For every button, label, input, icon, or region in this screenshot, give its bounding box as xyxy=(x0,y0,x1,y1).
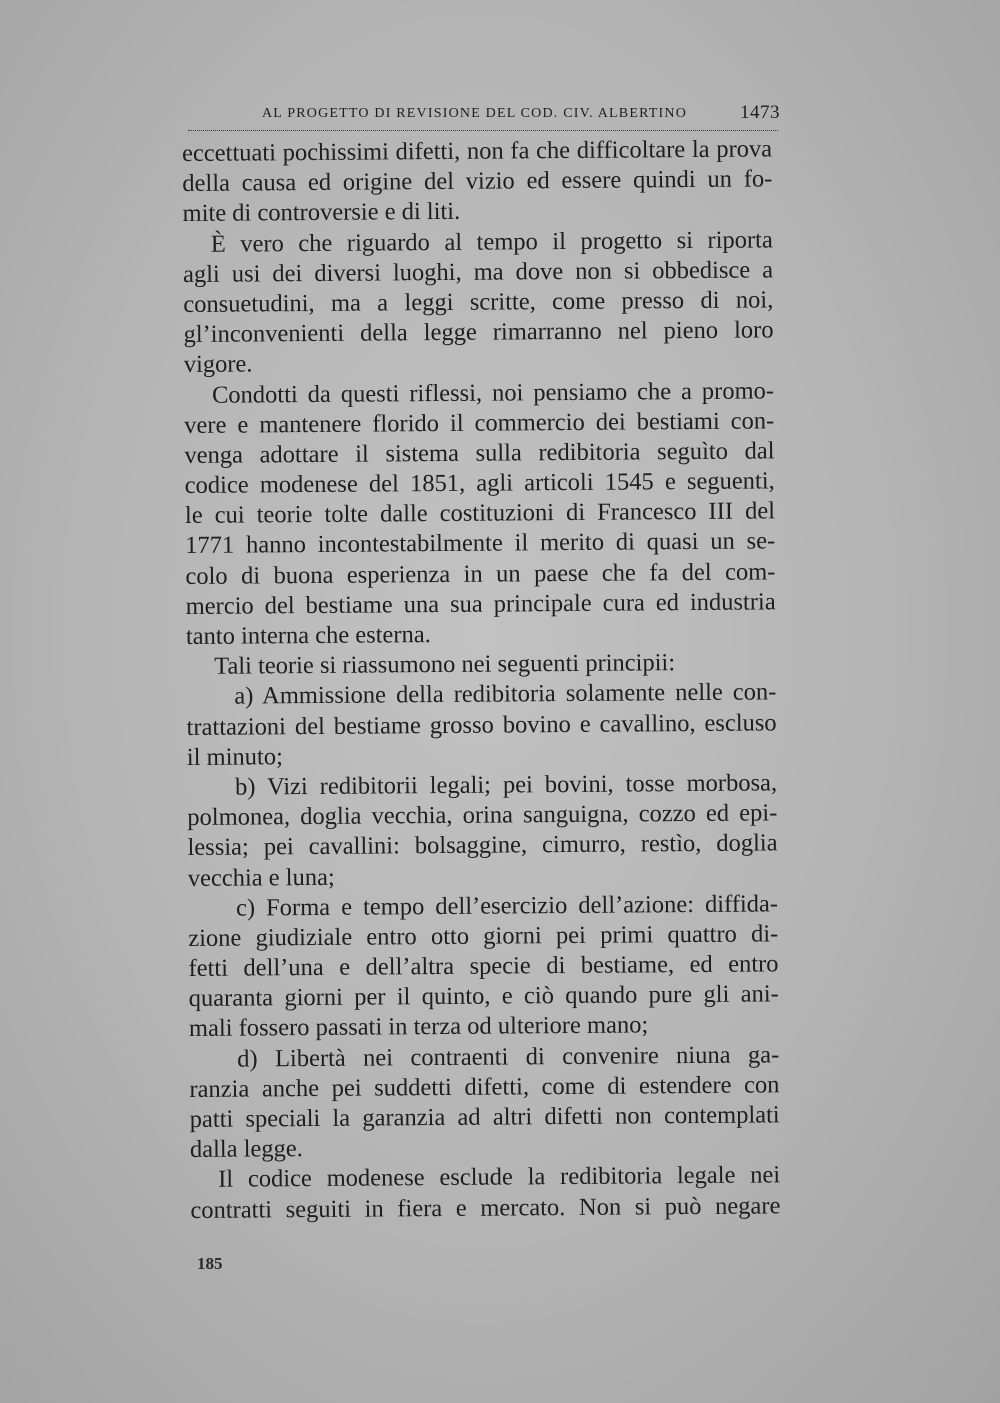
text-line: patti speciali la garanzia ad altri difetti non contemplati xyxy=(189,1101,780,1133)
text-line: È vero che riguardo al tempo il progetto si riporta xyxy=(210,225,773,258)
text-line: zione giudiziale entro otto giorni pei primi quattro di- xyxy=(188,920,779,952)
signature-mark: 185 xyxy=(197,1254,223,1273)
text-line: mite di controversie e di liti. xyxy=(182,198,461,228)
text-line: a) Ammissione della redibitoria solamente nelle con- xyxy=(234,678,777,710)
text-line: della causa ed origine del vizio ed essere quindi un fo- xyxy=(182,165,773,198)
text-line: Il codice modenese esclude la redibitoria legale nei xyxy=(218,1161,781,1194)
text-line: quaranta giorni per il quinto, e ciò quando pure gli ani- xyxy=(188,980,779,1013)
text-line: Tali teorie si riassumono nei seguenti principii: xyxy=(214,649,676,680)
text-line: agli usi dei diversi luoghi, ma dove non si obbedisce a xyxy=(182,256,774,288)
text-line: 1771 hanno incontestabilmente il merito di quasi un se- xyxy=(185,527,776,560)
text-line: b) Vizi redibitorii legali; pei bovini, tosse morbosa, xyxy=(234,769,778,801)
text-line: venga adottare il sistema sulla redibitoria seguìto dal xyxy=(184,437,775,469)
text-line: dalla legge. xyxy=(189,1135,303,1164)
text-line: contratti seguiti in fiera e mercato. Non si può negare xyxy=(190,1191,781,1224)
text-line: consuetudini, ma a leggi scritte, come presso di noi, xyxy=(183,286,774,318)
text-line: ranzia anche pei suddetti difetti, come di estendere con xyxy=(189,1071,780,1103)
text-line: il minuto; xyxy=(186,742,283,771)
text-line: vecchia e luna; xyxy=(187,863,335,892)
body-text xyxy=(182,134,791,1225)
text-line: mercio del bestiame una sua principale cura ed industria xyxy=(185,588,776,620)
text-line: fetti dell’una e dell’altra specie di bestiame, ed entro xyxy=(188,950,779,983)
text-line: c) Forma e tempo dell’esercizio dell’azione: diffida- xyxy=(235,890,779,922)
text-line: vere e mantenere florido il commercio dei bestiami con- xyxy=(184,407,775,439)
text-line: eccettuati pochissimi difetti, non fa che difficoltare la prova xyxy=(182,135,773,167)
text-line: lessia; pei cavallini: bolsaggine, cimurro, restìo, doglia xyxy=(187,829,778,862)
text-line: gl’inconvenienti della legge rimarranno nel pieno loro xyxy=(183,316,774,349)
text-line: mali fossero passati in terza od ulteriore mano; xyxy=(188,1011,649,1043)
text-line: trattazioni del bestiame grosso bovino e cavallino, escluso xyxy=(186,708,777,741)
running-title: AL PROGETTO DI REVISIONE DEL COD. CIV. ALBERTINO xyxy=(262,106,688,121)
text-line: codice modenese del 1851, agli articoli 1545 e seguenti, xyxy=(184,467,775,500)
running-head xyxy=(188,102,780,128)
text-line: vigore. xyxy=(183,350,253,379)
text-line: le cui teorie tolte dalle costituzioni di Francesco III del xyxy=(184,497,776,530)
text-line: Condotti da questi riflessi, noi pensiamo che a promo- xyxy=(211,376,775,409)
text-line: polmonea, doglia vecchia, orina sanguigna, cozzo ed epi- xyxy=(187,799,778,832)
text-line: d) Libertà nei contraenti di convenire niuna ga- xyxy=(237,1040,780,1073)
page-number: 1473 xyxy=(740,102,780,123)
text-line: tanto interna che esterna. xyxy=(185,621,431,650)
text-line: colo di buona esperienza in un paese che fa del com- xyxy=(185,557,776,590)
header-rule xyxy=(188,130,778,131)
